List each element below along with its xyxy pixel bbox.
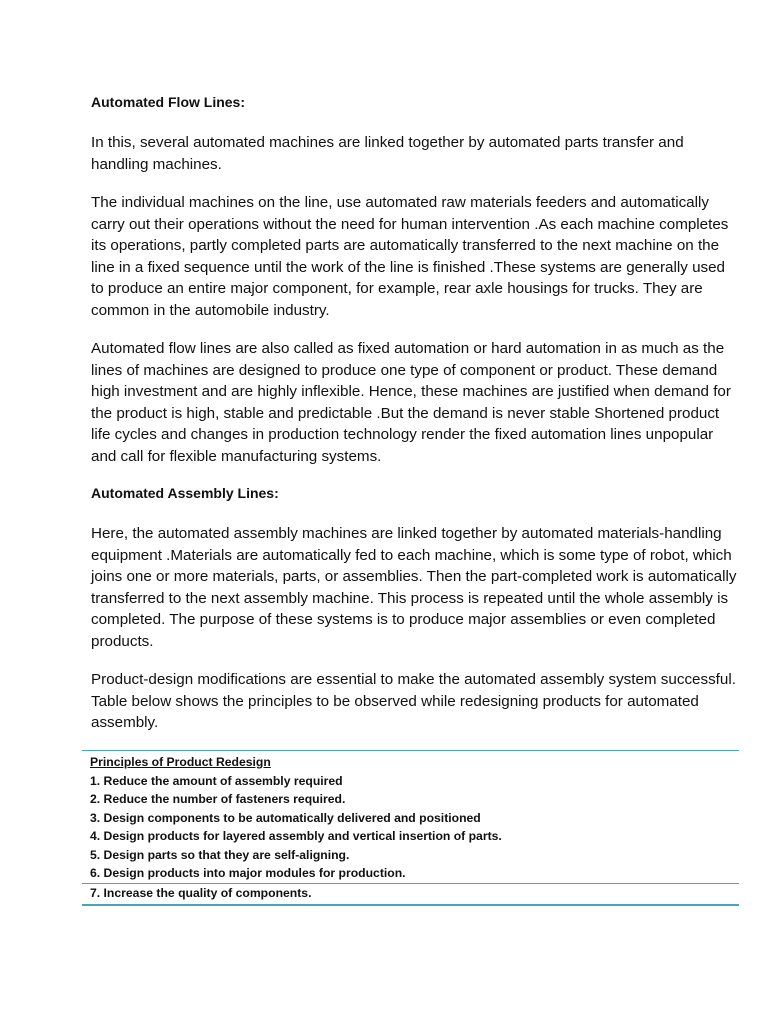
paragraph: The individual machines on the line, use automated raw materials feeders and automatically carry out their operations without the need for human intervention .As each machine completes its operations, partly completed parts are automatically transferred to the next machine on the line in a fixed sequence until the work of the line is finished .These systems are generally used to produce an entire major component, for example, rear axle housings for trucks. They are common in the automobile industry. xyxy=(91,194,729,319)
table-row: 7. Increase the quality of components. xyxy=(82,883,739,903)
paragraph: Automated flow lines are also called as fixed automation or hard automation in as much as the lines of machines are designed to produce one type of component or product. These demand high investment and are highly inflexible. Hence, these machines are justified when demand for the product is high, stable and predictable .But the demand is never stable Shortened product life cycles and changes in production technology render the fixed automation lines unpopular and call for flexible manufacturing systems. xyxy=(91,340,731,465)
table-row: 2. Reduce the number of fasteners required. xyxy=(90,792,346,806)
table-row: 1. Reduce the amount of assembly required xyxy=(90,773,343,788)
table-row: 3. Design components to be automatically delivered and positioned xyxy=(90,810,481,825)
heading-automated-flow-lines: Automated Flow Lines: xyxy=(91,94,245,110)
paragraph: In this, several automated machines are linked together by automated parts transfer and handling machines. xyxy=(91,134,684,173)
table-row: 6. Design products into major modules for production. xyxy=(90,866,406,880)
paragraph: Here, the automated assembly machines are linked together by automated materials-handling equipment .Materials are automatically fed to each machine, which is some type of robot, which joins one or more materials, parts, or assemblies. Then the part-completed work is automatically transferred to the next assembly machine. This process is repeated until the whole assembly is completed. The purpose of these systems is to produce major assemblies or even completed products. xyxy=(91,525,737,650)
table-title: Principles of Product Redesign xyxy=(90,755,271,769)
document-body xyxy=(91,93,741,751)
paragraph: Product-design modifications are essential to make the automated assembly system successful. Table below shows the principles to be observed while redesigning products for automated assembly. xyxy=(91,671,736,731)
table-row: 4. Design products for layered assembly and vertical insertion of parts. xyxy=(90,829,502,843)
principles-table xyxy=(82,750,739,906)
table-row: 5. Design parts so that they are self-aligning. xyxy=(90,847,350,862)
heading-automated-assembly-lines: Automated Assembly Lines: xyxy=(91,485,279,501)
